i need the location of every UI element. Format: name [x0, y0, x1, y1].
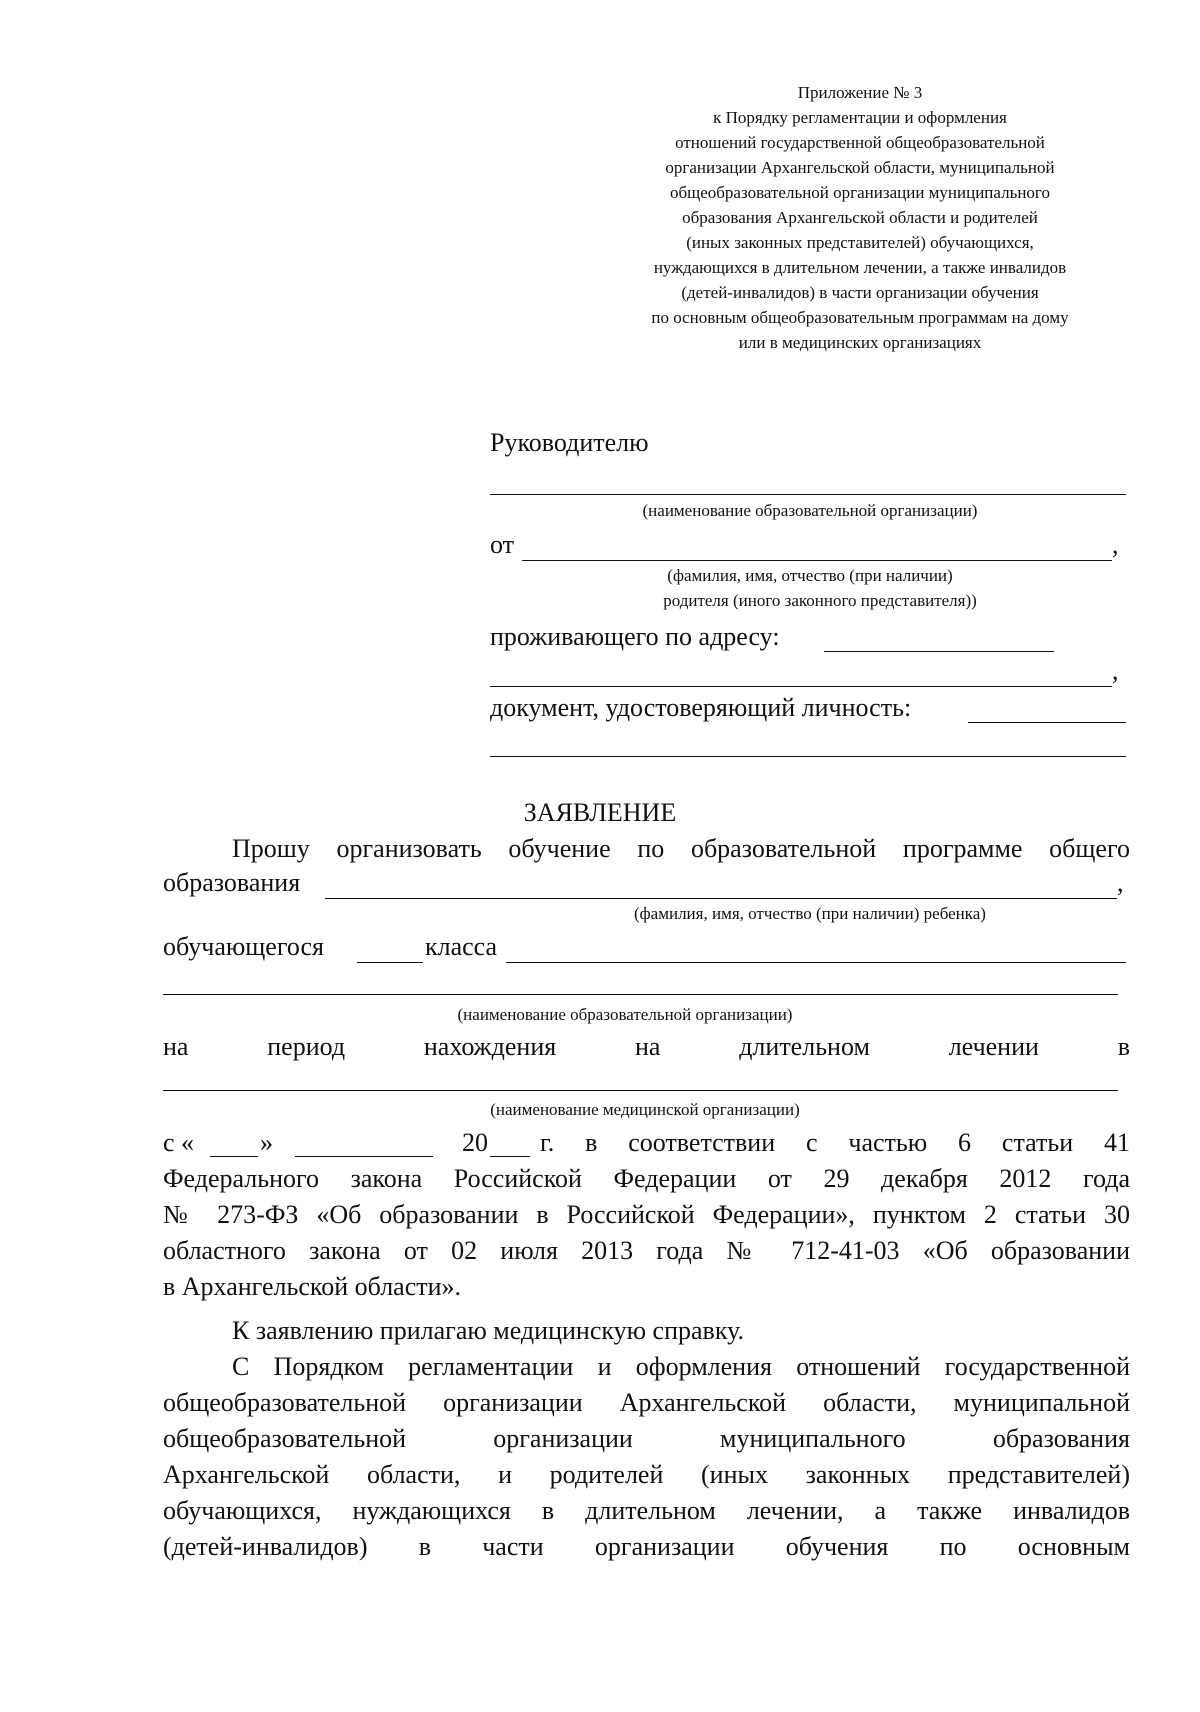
date-rest: г. в соответствии с частью 6 статьи 41: [540, 1128, 1130, 1157]
child-caption: (фамилия, имя, отчество (при наличии) ребенка): [634, 904, 986, 923]
period-line: [163, 1032, 1130, 1062]
law-line: Федерального закона Российской Федерации от 29 декабря 2012 года: [163, 1164, 1130, 1193]
parent-name-field[interactable]: [522, 560, 1112, 561]
body-line-1: [232, 834, 1130, 864]
appendix-line: нуждающихся в длительном лечении, а также инвалидов: [653, 258, 1067, 277]
word: нахождения: [423, 1032, 557, 1061]
word: лечении: [948, 1032, 1039, 1061]
id-doc-label: документ, удостоверяющий личность:: [490, 693, 912, 722]
school-field-2[interactable]: [163, 994, 1118, 995]
from-label: от: [490, 530, 515, 559]
appendix-line: Приложение № 3: [797, 83, 923, 102]
order-line: Архангельской области, и родителей (иных законных представителей): [163, 1460, 1130, 1489]
text: Прошу организовать обучение по образовательной программе общего: [232, 834, 1130, 863]
word: на: [634, 1032, 661, 1061]
comma: ,: [1112, 656, 1119, 685]
word: муниципального: [720, 1424, 906, 1453]
appendix-line: (детей-инвалидов) в части организации обучения: [681, 283, 1039, 302]
appendix-line: или в медицинских организациях: [738, 333, 982, 352]
word: образования: [992, 1424, 1130, 1453]
order-line: [163, 1424, 1130, 1454]
appendix-line: к Порядку регламентации и оформления: [713, 108, 1007, 127]
word: организации: [594, 1532, 735, 1561]
order-line: общеобразовательной организации Архангельской области, муниципальной: [163, 1388, 1130, 1417]
application-title: ЗАЯВЛЕНИЕ: [523, 798, 677, 827]
word: обучения: [785, 1532, 889, 1561]
student-label: обучающегося: [163, 932, 325, 961]
appendix-line: общеобразовательной организации муниципального: [669, 183, 1050, 202]
address-field[interactable]: [824, 651, 1054, 652]
word: период: [267, 1032, 346, 1061]
child-name-field[interactable]: [325, 898, 1117, 899]
word: на: [163, 1032, 189, 1061]
law-line-last: в Архангельской области».: [163, 1272, 462, 1301]
address-label: проживающего по адресу:: [490, 622, 780, 651]
appendix-line: отношений государственной общеобразовательной: [675, 133, 1045, 152]
law-line: № 273-ФЗ «Об образовании в Российской Федерации», пунктом 2 статьи 30: [163, 1200, 1130, 1229]
law-line: областного закона от 02 июля 2013 года № 712-41-03 «Об образовании: [163, 1236, 1130, 1265]
id-doc-field-2[interactable]: [490, 756, 1126, 757]
word: организации: [493, 1424, 633, 1453]
word: (детей-инвалидов): [163, 1532, 368, 1561]
medical-org-field[interactable]: [163, 1090, 1118, 1091]
to-label: Руководителю: [490, 428, 649, 457]
word: общеобразовательной: [163, 1424, 407, 1453]
appendix-line: по основным общеобразовательным программам на дому: [651, 308, 1069, 327]
word: в: [418, 1532, 431, 1561]
word: по: [939, 1532, 967, 1561]
attachment-note: К заявлению прилагаю медицинскую справку.: [232, 1316, 744, 1345]
appendix-header: [600, 80, 1120, 355]
comma: ,: [1117, 868, 1124, 897]
appendix-line: организации Архангельской области, муниципальной: [665, 158, 1055, 177]
word: основным: [1017, 1532, 1130, 1561]
school-caption: (наименование образовательной организации): [457, 1005, 793, 1024]
word: в: [1117, 1032, 1130, 1061]
name-caption-2: родителя (иного законного представителя)): [663, 591, 977, 610]
med-caption: (наименование медицинской организации): [490, 1100, 800, 1119]
name-caption-1: (фамилия, имя, отчество (при наличии): [667, 566, 953, 585]
year-prefix: 20: [462, 1128, 488, 1157]
order-line: [163, 1532, 1130, 1562]
day-field[interactable]: [210, 1156, 258, 1157]
date-prefix: с «: [163, 1128, 195, 1157]
comma: ,: [1112, 530, 1119, 559]
address-field-2[interactable]: [490, 686, 1112, 687]
class-label: класса: [425, 932, 498, 961]
year-field[interactable]: [490, 1156, 530, 1157]
word: части: [482, 1532, 544, 1561]
date-quote: »: [260, 1128, 273, 1157]
org-caption: (наименование образовательной организации): [642, 501, 978, 520]
month-field[interactable]: [295, 1156, 433, 1157]
order-line: С Порядком регламентации и оформления отношений государственной: [232, 1352, 1130, 1381]
word: длительном: [739, 1032, 870, 1061]
education-label: образования: [163, 868, 301, 897]
school-field[interactable]: [506, 962, 1126, 963]
id-doc-field[interactable]: [968, 722, 1126, 723]
class-number-field[interactable]: [357, 962, 423, 963]
appendix-line: образования Архангельской области и родителей: [682, 208, 1038, 227]
org-name-field[interactable]: [490, 494, 1126, 495]
appendix-line: (иных законных представителей) обучающихся,: [686, 233, 1034, 252]
order-line: обучающихся, нуждающихся в длительном лечении, а также инвалидов: [163, 1496, 1130, 1525]
